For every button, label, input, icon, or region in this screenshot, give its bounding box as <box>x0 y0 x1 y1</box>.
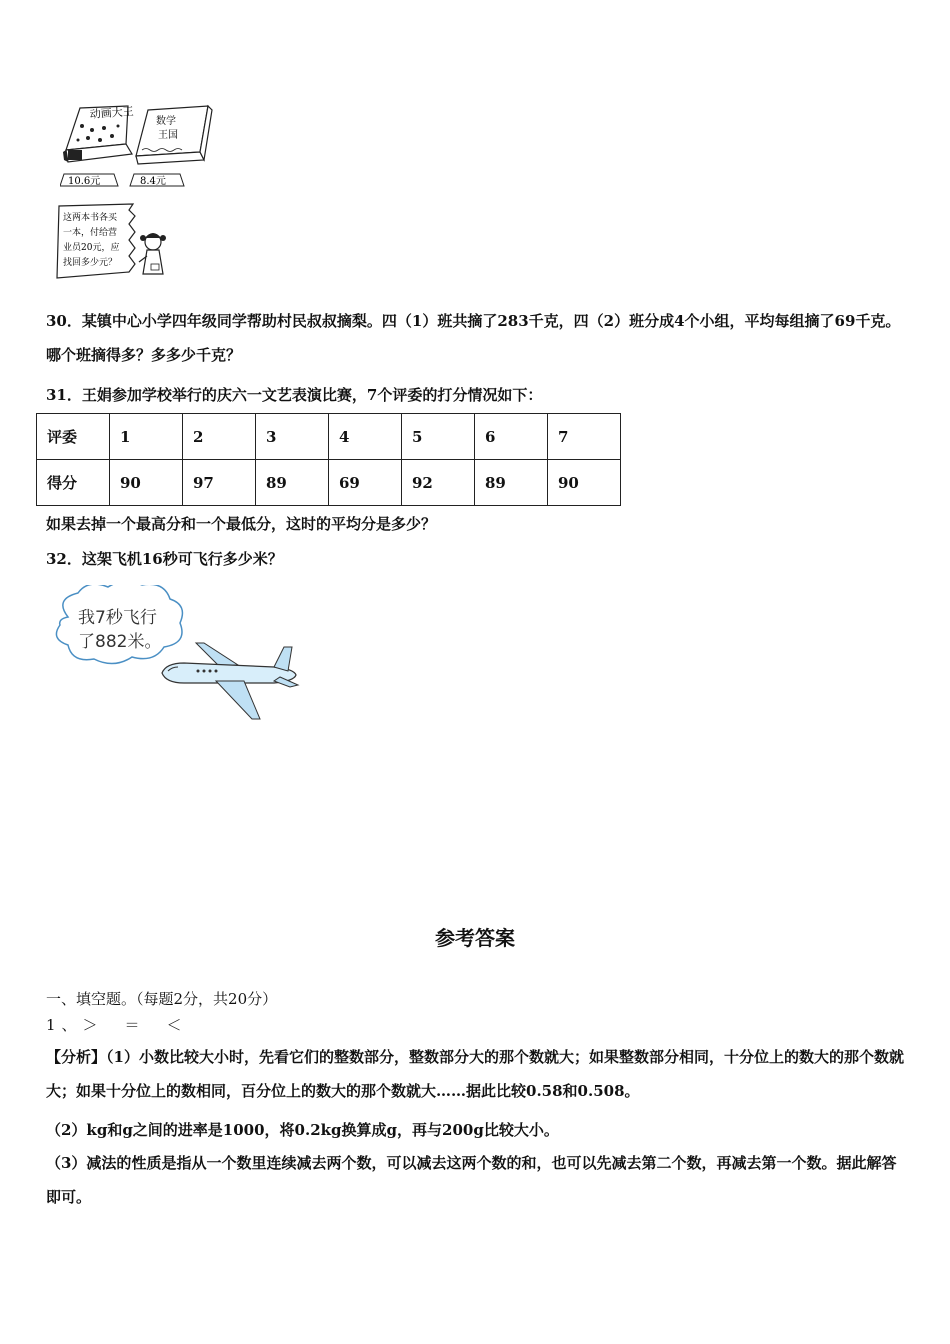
book-donghua-icon <box>63 104 134 162</box>
plane-bubble-line-1: 我7秒飞行 <box>78 608 157 628</box>
girl-icon <box>139 233 166 274</box>
speech-line-4: 找回多少元？ <box>63 258 118 268</box>
table-cell: 2 <box>183 414 256 460</box>
answer-1: 1、＞ ＝ ＜ <box>46 1016 188 1034</box>
table-header-score: 得分 <box>37 460 110 506</box>
svg-text:王国: 王国 <box>158 130 178 141</box>
table-cell: 4 <box>329 414 402 460</box>
book2-price: 8.4元 <box>140 176 166 187</box>
table-cell: 7 <box>548 414 621 460</box>
table-cell: 1 <box>110 414 183 460</box>
table-cell: 92 <box>402 460 475 506</box>
books-illustration <box>60 100 220 192</box>
answer-title: 参考答案 <box>435 926 515 950</box>
table-cell: 89 <box>475 460 548 506</box>
svg-text:数学: 数学 <box>156 116 176 127</box>
table-cell: 90 <box>110 460 183 506</box>
table-cell: 5 <box>402 414 475 460</box>
table-row-scores <box>37 460 621 506</box>
book1-price: 10.6元 <box>68 176 101 187</box>
airplane-icon <box>162 643 298 719</box>
question-30: 30．某镇中心小学四年级同学帮助村民叔叔摘梨。四（1）班共摘了283千克，四（2）班分成4个小组，平均每组摘了69千克。哪个班摘得多？多多少千克？ <box>46 312 901 364</box>
table-cell: 97 <box>183 460 256 506</box>
scores-table <box>36 413 621 506</box>
price-tag-1 <box>60 174 118 187</box>
book1-title: 动画大王 <box>89 104 135 121</box>
question-32: 32．这架飞机16秒可飞行多少米？ <box>46 550 283 568</box>
answer-section-1: 一、填空题。（每题2分，共20分） <box>46 990 278 1008</box>
question-31: 31．王娟参加学校举行的庆六一文艺表演比赛，7个评委的打分情况如下： <box>46 386 543 404</box>
table-cell: 6 <box>475 414 548 460</box>
table-header-judge: 评委 <box>37 414 110 460</box>
table-cell: 69 <box>329 460 402 506</box>
table-cell: 3 <box>256 414 329 460</box>
question-31-ask: 如果去掉一个最高分和一个最低分，这时的平均分是多少？ <box>46 515 437 533</box>
table-cell: 90 <box>548 460 621 506</box>
book-shuxue-icon <box>136 106 212 164</box>
cloud-bubble-icon <box>56 585 182 664</box>
analysis-3: （3）减法的性质是指从一个数里连续减去两个数，可以减去这两个数的和，也可以先减去第二个数，再减去第一个数。据此解答即可。 <box>46 1154 897 1206</box>
plane-bubble-line-2: 了882米。 <box>78 632 162 652</box>
table-row-judges <box>37 414 621 460</box>
analysis-1: 【分析】（1）小数比较大小时，先看它们的整数部分，整数部分大的那个数就大；如果整数部分相同，十分位上的数大的那个数就大；如果十分位上的数相同，百分位上的数大的那个数就大……据此比较0.58和0.508。 <box>46 1048 904 1100</box>
analysis-2: （2）kg和g之间的进率是1000，将0.2kg换算成g，再与200g比较大小。 <box>46 1121 559 1139</box>
speech-line-1: 这两本书各买 <box>63 213 118 223</box>
airplane-illustration <box>48 585 303 725</box>
speech-line-3: 业员20元，应 <box>63 243 120 253</box>
price-tag-2 <box>130 174 184 187</box>
speech-line-2: 一本，付给营 <box>63 228 118 238</box>
table-cell: 89 <box>256 460 329 506</box>
speech-bubble-girl <box>55 202 175 284</box>
